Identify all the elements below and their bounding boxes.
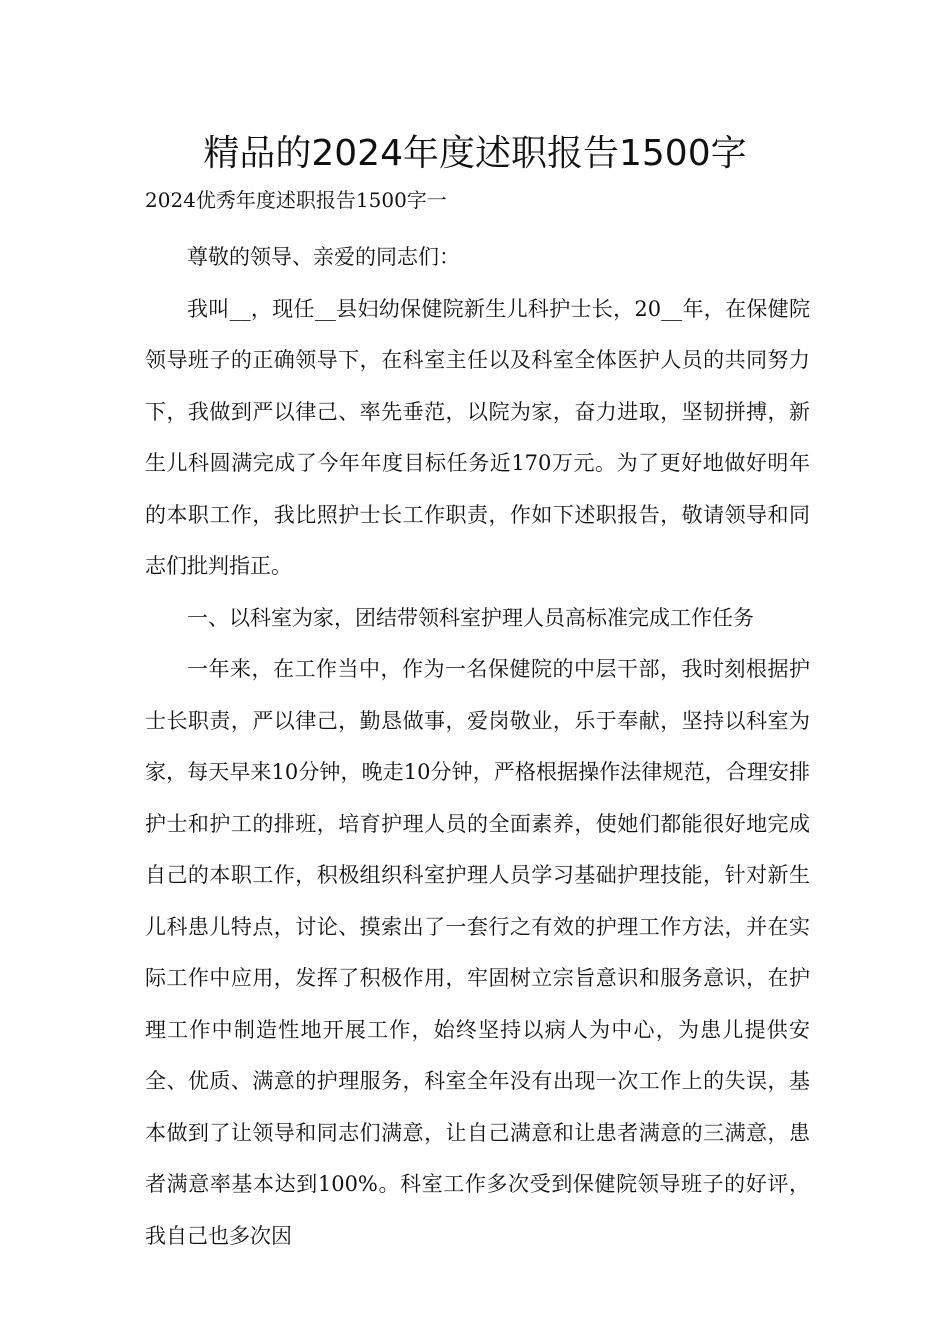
section-heading: 一、以科室为家，团结带领科室护理人员高标准完成工作任务: [187, 605, 754, 630]
section-paragraph: 一年来，在工作当中，作为一名保健院的中层干部，我时刻根据护士长职责，严以律己，勤恳做事，爱岗敬业，乐于奉献，坚持以科室为家，每天早来10分钟，晚走10分钟，严格根据操作法律规范，合理安排护士和护工的排班，培育护理人员的全面素养，使她们都能很好地完成自己的本职工作，积极组织科室护理人员学习基础护理技能，针对新生儿科患儿特点，讨论、摸索出了一套行之有效的护理工作方法，并在实际工作中应用，发挥了积极作用，牢固树立宗旨意识和服务意识，在护理工作中制造性地开展工作，始终坚持以病人为中心，为患儿提供安全、优质、满意的护理服务，科室全年没有出现一次工作上的失误，基本做到了让领导和同志们满意，让自己满意和让患者满意的三满意，患者满意率基本达到100%。科室工作多次受到保健院领导班子的好评，我自己也多次因: [145, 657, 810, 1248]
salutation-paragraph: 尊敬的领导、亲爱的同志们：: [187, 245, 460, 269]
intro-paragraph: 我叫__，现任__县妇幼保健院新生儿科护士长，20__年，在保健院领导班子的正确领导下，在科室主任以及科室全体医护人员的共同努力下，我做到严以律己、率先垂范，以院为家，奋力进取，坚韧拼搏，新生儿科圆满完成了今年年度目标任务近170万元。为了更好地做好明年的本职工作，我比照护士长工作职责，作如下述职报告，敬请领导和同志们批判指正。: [145, 296, 810, 578]
document-title: 精品的2024年度述职报告1500字: [203, 133, 747, 174]
document-subtitle: 2024优秀年度述职报告1500字一: [145, 188, 447, 212]
document-body: [145, 232, 810, 1262]
